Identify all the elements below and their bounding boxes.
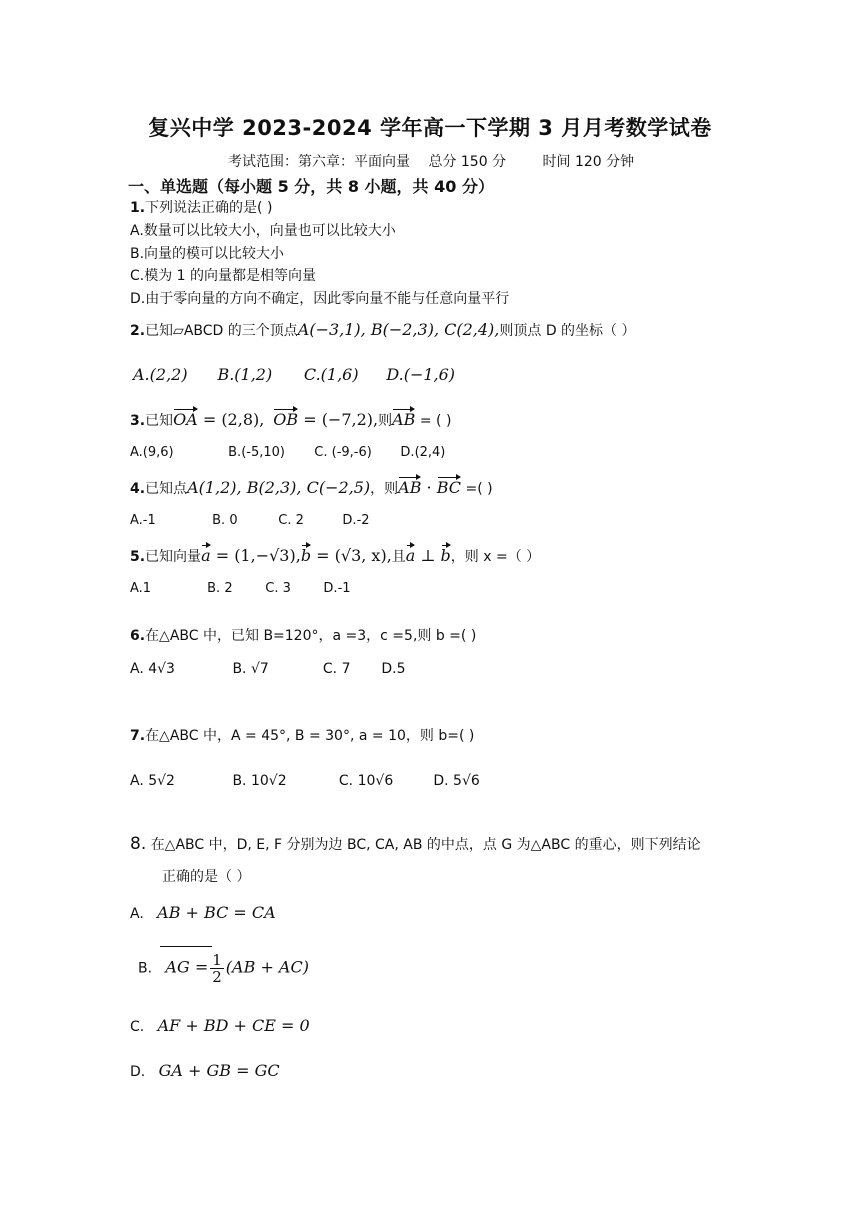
q3-options — [130, 445, 445, 460]
q1-option-b: B.向量的模可以比较大小 — [130, 246, 285, 262]
q3-option-d: D.(2,4) — [400, 445, 446, 460]
q6-option-b: B. √7 — [232, 661, 269, 677]
q7-stem — [130, 725, 474, 745]
q3-vector-ab: AB — [392, 410, 416, 429]
q5-option-d: D.-1 — [323, 581, 351, 596]
q7-options — [130, 773, 480, 789]
q4-vector-bc: BC — [436, 478, 462, 497]
q2-option-c: C.(1,6) — [303, 365, 359, 384]
q4-option-c: C. 2 — [278, 513, 304, 528]
q3-option-a: A.(9,6) — [130, 445, 174, 460]
q7-option-d: D. 5√6 — [433, 773, 480, 789]
q3-option-b: B.(-5,10) — [228, 445, 285, 460]
q7-text: 在△ABC 中，A = 45°, B = 30°, a = 10，则 b=( ) — [145, 728, 475, 744]
q4-text-post: =( ) — [461, 481, 493, 497]
q6-options — [130, 661, 406, 677]
q6-text: 在△ABC 中，已知 B=120°，a =3，c =5,则 b =( ) — [145, 628, 477, 644]
q8-option-b-denominator: 2 — [212, 968, 222, 986]
q3-stem — [130, 410, 451, 430]
q8-option-a-expr: AB + BC = CA — [157, 903, 276, 922]
q4-option-b: B. 0 — [212, 513, 238, 528]
q4-vector-ab: AB — [398, 478, 422, 497]
q5-perp: ⊥ — [415, 546, 441, 565]
q2-text-pre: 已知▱ABCD 的三个顶点 — [145, 323, 298, 339]
q2-number: 2. — [130, 323, 146, 339]
q8-text-line2: 正确的是（ ） — [162, 869, 251, 885]
q5-option-b: B. 2 — [207, 581, 233, 596]
q3-text-post: = ( ) — [415, 413, 452, 429]
q5-vector-a: a — [201, 546, 211, 565]
q3-vector-ob: OB — [273, 410, 299, 429]
q8-option-b-rhs: (AB + AC) — [225, 957, 309, 977]
q1-text: 下列说法正确的是( ) — [145, 200, 273, 216]
q6-number: 6. — [130, 628, 146, 644]
q5-eq2: = (√3, x), — [311, 546, 392, 565]
q5-vector-b: b — [300, 546, 312, 565]
q6-option-c: C. 7 — [322, 661, 351, 677]
q8-number: 8. — [130, 834, 147, 854]
q8-option-c — [130, 1016, 310, 1035]
q4-text-pre: 已知点 — [145, 481, 188, 497]
q5-eq1: = (1,−√3), — [210, 546, 301, 565]
exam-info — [228, 151, 648, 171]
q8-option-b-numerator: 1 — [212, 951, 222, 969]
q8-option-a — [130, 903, 276, 922]
q5-vector-b2: b — [440, 546, 451, 565]
section-heading: 一、单选题（每小题 5 分，共 8 小题，共 40 分） — [128, 177, 494, 196]
q8-option-d — [130, 1061, 280, 1080]
q1-number: 1. — [130, 200, 146, 216]
q3-text-pre: 已知 — [145, 413, 174, 429]
q6-option-a: A. 4√3 — [130, 661, 175, 677]
q5-number: 5. — [130, 549, 146, 565]
q8-option-c-expr: AF + BD + CE = 0 — [157, 1016, 310, 1035]
q2-option-d: D.(−1,6) — [386, 365, 456, 384]
q5-option-a: A.1 — [130, 581, 152, 596]
q8-option-b — [138, 952, 309, 985]
q5-text-pre: 已知向量 — [145, 549, 202, 565]
q4-stem — [130, 478, 493, 498]
q4-option-d: D.-2 — [342, 513, 370, 528]
q8-option-d-label: D. — [130, 1064, 146, 1080]
q3-vector-oa: OA — [173, 410, 198, 429]
q4-points: A(1,2), B(2,3), C(−2,5) — [187, 478, 371, 497]
q7-number: 7. — [130, 728, 146, 744]
q3-number: 3. — [130, 413, 146, 429]
q8-option-b-label: B. — [138, 960, 153, 977]
q2-text-post: 则顶点 D 的坐标（ ） — [499, 323, 636, 339]
q5-stem — [130, 546, 540, 566]
q5-option-c: C. 3 — [265, 581, 291, 596]
q7-option-b: B. 10√2 — [232, 773, 287, 789]
q8-option-a-label: A. — [130, 906, 144, 922]
q2-option-b: B.(1,2) — [217, 365, 273, 384]
q2-options — [133, 365, 455, 384]
q8-stem — [130, 834, 701, 854]
q4-dot: · — [421, 478, 437, 497]
q2-stem — [130, 320, 636, 340]
q4-option-a: A.-1 — [130, 513, 156, 528]
q7-option-a: A. 5√2 — [130, 773, 175, 789]
q7-option-c: C. 10√6 — [338, 773, 394, 789]
exam-total: 总分 150 分 — [428, 154, 507, 170]
q8-option-b-fraction — [210, 952, 224, 985]
exam-time: 时间 120 分钟 — [542, 154, 635, 170]
q1-option-c: C.模为 1 的向量都是相等向量 — [130, 268, 317, 284]
q3-text-mid: 则 — [378, 413, 393, 429]
exam-range: 考试范围：第六章：平面向量 — [228, 154, 410, 170]
q8-option-b-overline — [160, 946, 212, 947]
q3-option-c: C. (-9,-6) — [314, 445, 372, 460]
q3-eq1: = (2,8), — [197, 410, 265, 429]
q5-vector-a2: a — [405, 546, 416, 565]
q5-text-mid: 且 — [391, 549, 406, 565]
q8-option-d-expr: GA + GB = GC — [158, 1061, 280, 1080]
q5-options — [130, 581, 351, 596]
q1-option-a: A.数量可以比较大小，向量也可以比较大小 — [130, 223, 396, 239]
q1-stem — [130, 197, 272, 217]
q5-text-post: ，则 x =（ ） — [450, 549, 541, 565]
page-title: 复兴中学 2023-2024 学年高一下学期 3 月月考数学试卷 — [148, 116, 712, 140]
q6-option-d: D.5 — [381, 661, 406, 677]
q4-options — [130, 513, 370, 528]
q2-points: A(−3,1), B(−2,3), C(2,4), — [297, 320, 500, 339]
q8-option-b-lhs: AG = — [165, 957, 209, 977]
q4-number: 4. — [130, 481, 146, 497]
q6-stem — [130, 625, 476, 645]
q1-option-d: D.由于零向量的方向不确定，因此零向量不能与任意向量平行 — [130, 291, 510, 307]
q8-option-c-label: C. — [130, 1019, 145, 1035]
q3-eq2: = (−7,2), — [298, 410, 379, 429]
q2-option-a: A.(2,2) — [133, 365, 188, 384]
q8-text-line1: 在△ABC 中，D, E, F 分别为边 BC, CA, AB 的中点，点 G 为△ABC 的重心，则下列结论 — [150, 837, 701, 853]
q4-text-mid: ，则 — [370, 481, 399, 497]
